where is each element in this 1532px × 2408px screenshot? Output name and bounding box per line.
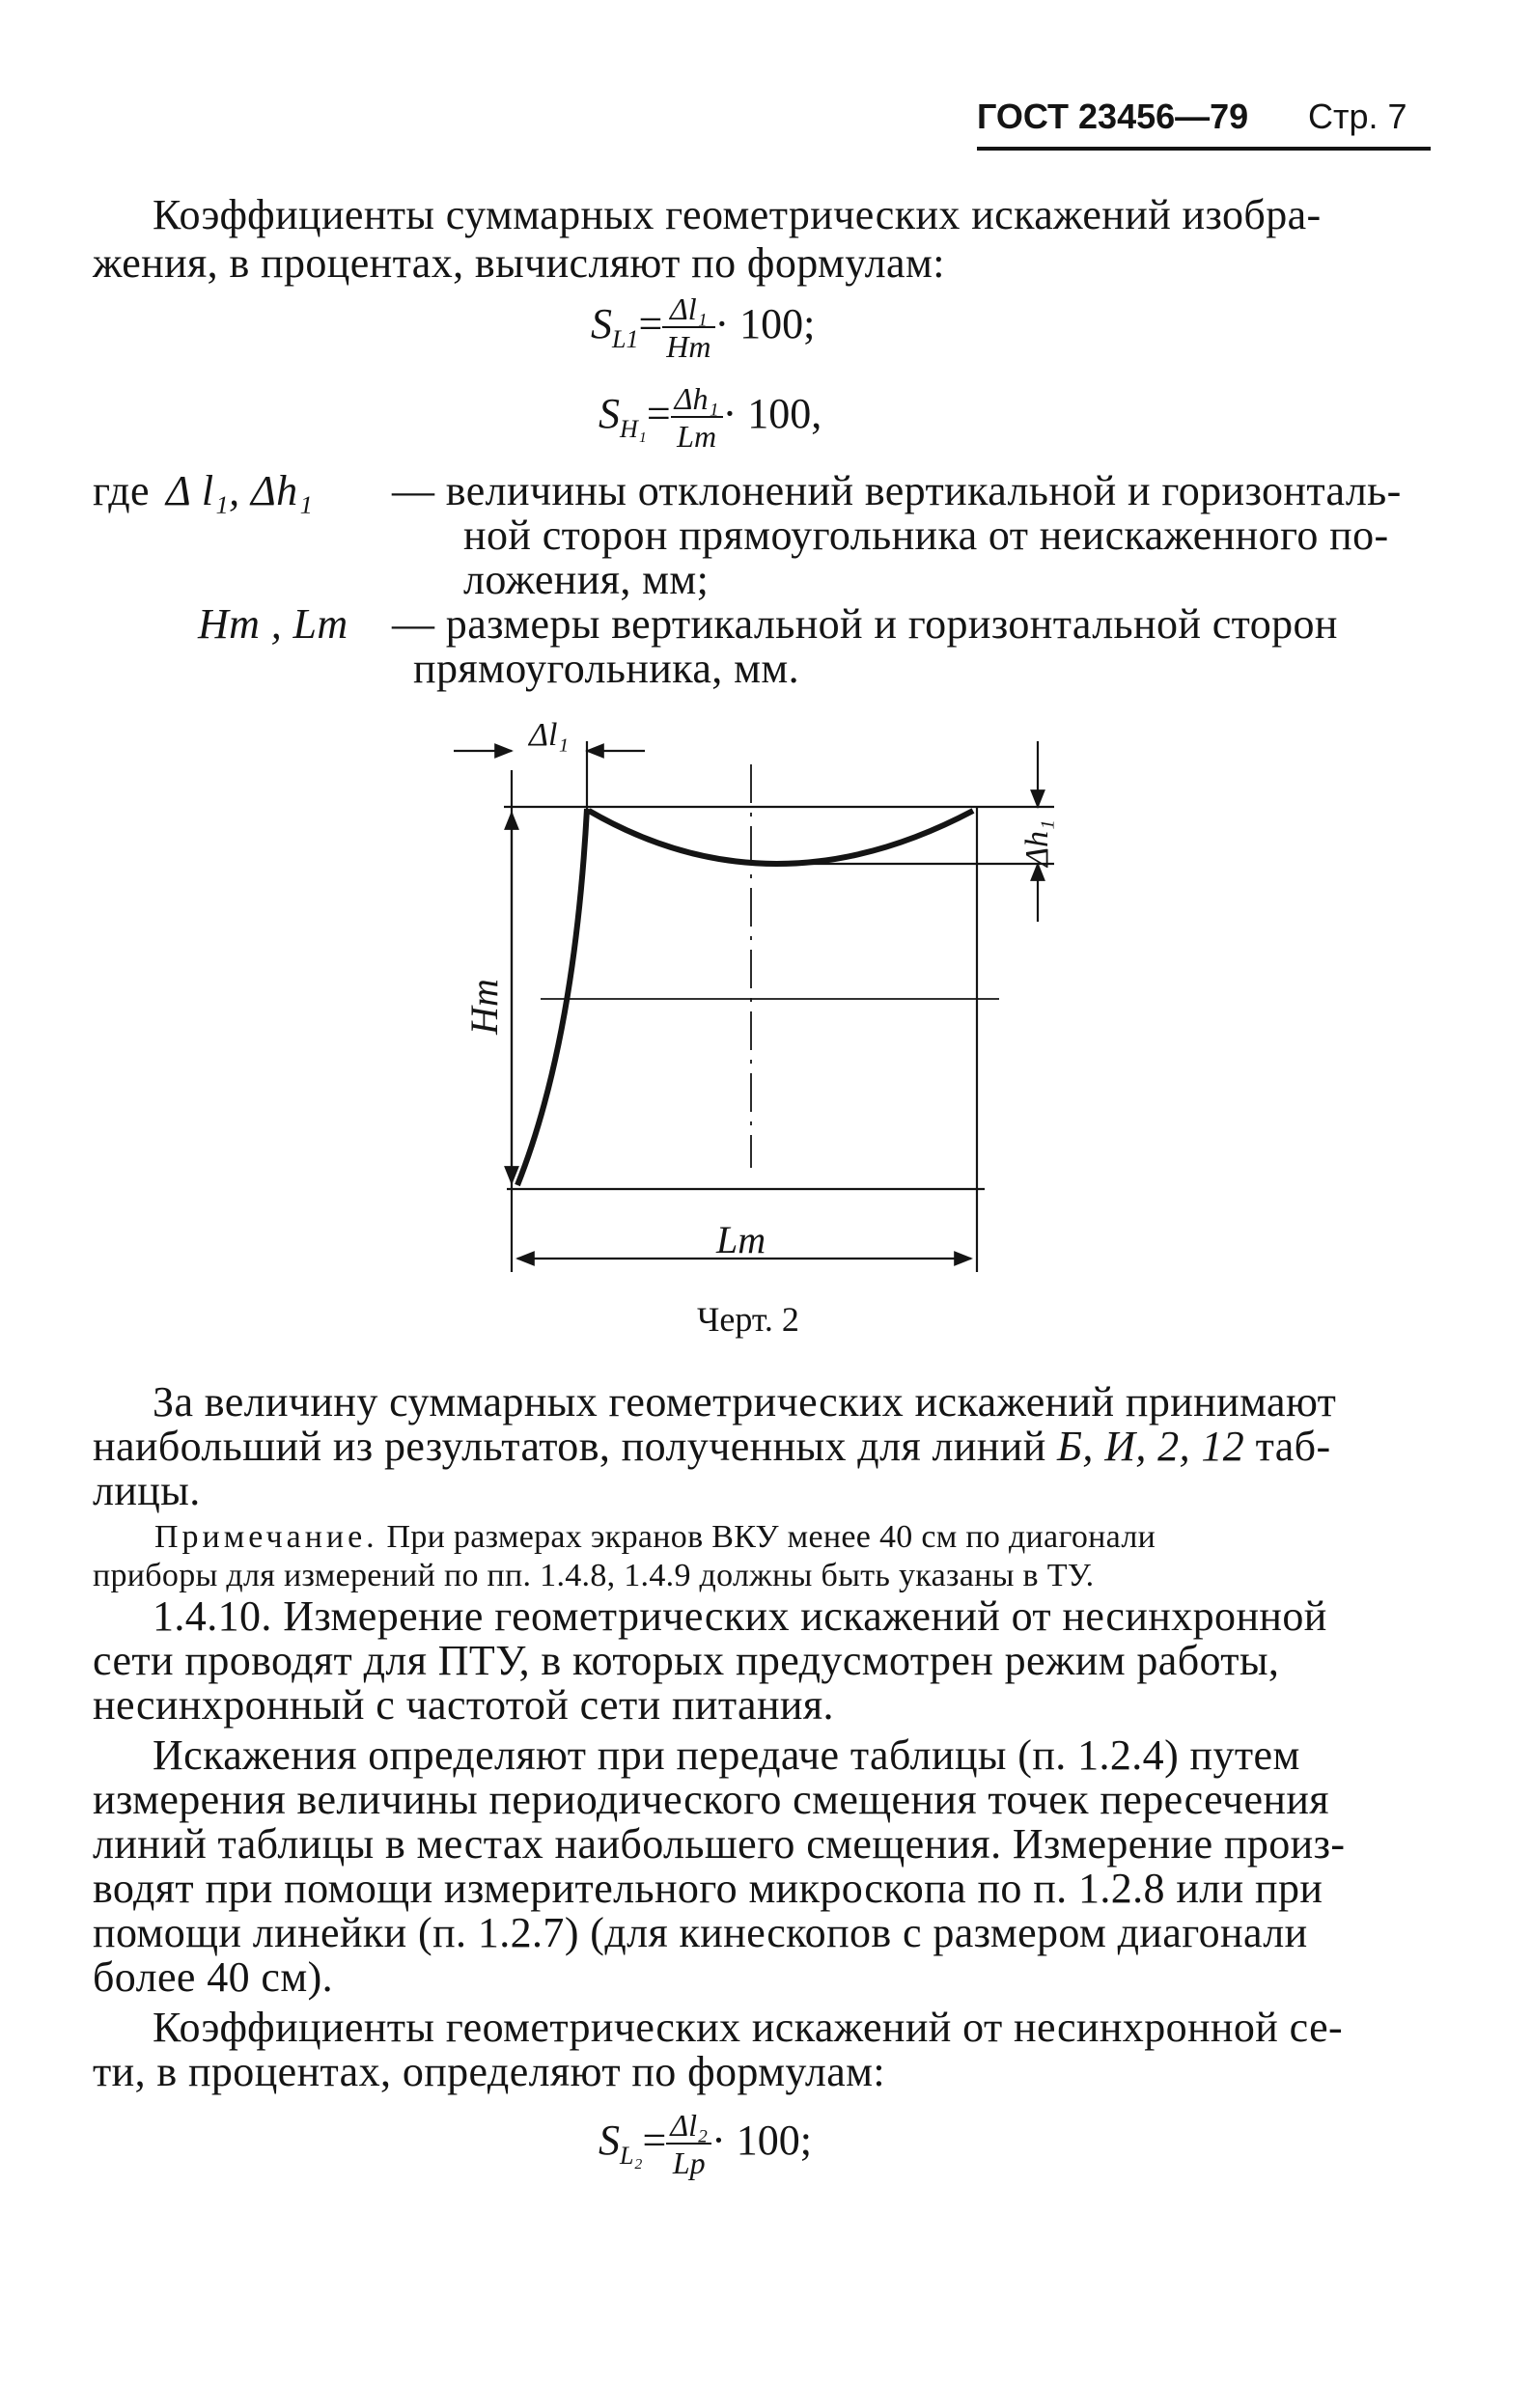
p1-line-2c: таб-: [1244, 1423, 1331, 1470]
p1-line-2a: наибольший из результатов, полученных для линий: [93, 1423, 1058, 1470]
page-number: Стр. 7: [1308, 97, 1407, 136]
where-symbols-2: Hт , Lт: [198, 600, 348, 648]
formula-sh1-lhs: S: [599, 390, 620, 438]
note-label: Примечание.: [154, 1519, 378, 1555]
label-delta-h: Δh₁: [1019, 819, 1055, 867]
p3-line-6: более 40 см).: [93, 1953, 334, 2001]
where-text-1c: ложения, мм;: [463, 556, 710, 603]
distorted-top-curve: [589, 811, 973, 864]
where-symbols-1: Δ l₁, Δh₁: [166, 467, 314, 514]
formula-sl2-num: Δl₂: [666, 2108, 711, 2145]
formula-sl2-tail: · 100;: [711, 2117, 813, 2165]
note-line-1-text: При размерах экранов ВКУ менее 40 см по диагонали: [377, 1519, 1156, 1555]
label-delta-l: Δl₁: [529, 717, 570, 753]
p4-line-1: Коэффициенты геометрических искажений от несинхронной се-: [153, 2004, 1344, 2051]
p1-line-2b: Б, И, 2, 12: [1057, 1423, 1245, 1470]
intro-line-2: жения, в процентах, вычисляют по формулам:: [93, 239, 945, 287]
where-text-1a: — величины отклонений вертикальной и горизонталь-: [392, 467, 1402, 514]
p1-line-3: лицы.: [93, 1467, 201, 1514]
where-text-1b: ной сторон прямоугольника от неискаженного по-: [463, 512, 1389, 559]
formula-sl2: [599, 2108, 812, 2181]
formula-sl1-eq: =: [638, 300, 663, 348]
formula-sl2-fraction: [666, 2108, 711, 2181]
distorted-left-curve: [517, 809, 587, 1185]
p3-line-5: помощи линейки (п. 1.2.7) (для кинескопов с размером диагонали: [93, 1909, 1308, 1956]
formula-sh1-eq: =: [646, 390, 671, 438]
note-line-1: [154, 1517, 1156, 1558]
formula-sh1-sub: H₁: [620, 414, 647, 443]
label-h: Hт: [462, 979, 506, 1035]
p1-line-1: За величину суммарных геометрических искажений принимают: [153, 1378, 1337, 1425]
figure-caption: Черт. 2: [697, 1300, 799, 1339]
formula-sl1-tail: · 100;: [714, 300, 816, 348]
p2-line-3: несинхронный с частотой сети питания.: [93, 1681, 834, 1729]
formula-sl1-sub: L1: [612, 324, 639, 353]
p3-line-2: измерения величины периодического смещения точек пересечения: [93, 1776, 1329, 1823]
p3-line-4: водят при помощи измерительного микроскопа по п. 1.2.8 или при: [93, 1865, 1323, 1912]
document-number: ГОСТ 23456—79: [977, 97, 1249, 136]
where-text-2b: прямоугольника, мм.: [413, 645, 799, 692]
formula-sl1-num: Δl₁: [662, 291, 714, 328]
formula-sh1-num: Δh₁: [671, 381, 723, 418]
formula-sl1-lhs: S: [591, 300, 612, 348]
p2-line-2: сети проводят для ПТУ, в которых предусмотрен режим работы,: [93, 1637, 1280, 1684]
where-text-2a: — размеры вертикальной и горизонтальной сторон: [392, 600, 1338, 648]
note-line-2: приборы для измерений по пп. 1.4.8, 1.4.9 должны быть указаны в ТУ.: [93, 1558, 1095, 1593]
label-l: Lт: [716, 1218, 766, 1261]
formula-sl2-den: Lр: [672, 2145, 706, 2180]
intro-line-1: Коэффициенты суммарных геометрических искажений изобра-: [153, 191, 1322, 238]
formula-sl2-eq: =: [642, 2117, 667, 2165]
p3-line-1: Искажения определяют при передаче таблицы (п. 1.2.4) путем: [153, 1731, 1300, 1779]
where-label: где: [93, 467, 150, 514]
formula-sl2-lhs: S: [599, 2117, 620, 2165]
formula-sl1-den: Hт: [666, 329, 711, 364]
formula-sh1-den: Lт: [677, 419, 717, 454]
formula-sl2-sub: L₂: [620, 2141, 643, 2170]
formula-sh1-tail: · 100,: [722, 390, 822, 438]
p4-line-2: ти, в процентах, определяют по формулам:: [93, 2048, 885, 2095]
p3-line-3: линий таблицы в местах наибольшего смещения. Измерение произ-: [93, 1820, 1346, 1868]
p2-line-1: 1.4.10. Измерение геометрических искажений от несинхронной: [153, 1592, 1327, 1640]
p1-line-2: [93, 1423, 1331, 1471]
